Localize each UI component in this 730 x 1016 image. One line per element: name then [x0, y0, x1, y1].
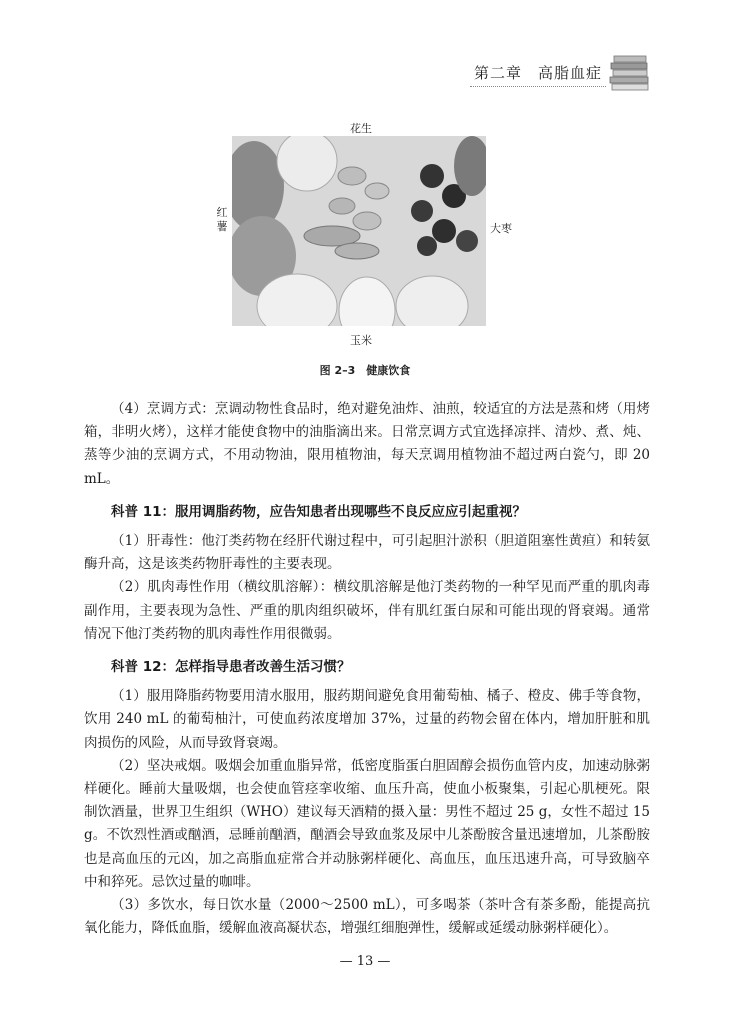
figure-caption: 图 2–3 健康饮食 — [319, 364, 411, 377]
healthy-diet-figure — [214, 120, 514, 352]
paragraph-smoking-drinking: （2）坚决戒烟。吸烟会加重血脂异常，低密度脂蛋白胆固醇会损伤血管内皮，加速动脉粥样硬化。睡前大量吸烟，也会使血管痉挛收缩、血压升高，使血小板聚集，引起心肌梗死。限制饮酒量，世界卫生组织（WHO）建议每天酒精的摄入量：男性不超过 25 g，女性不超过 15 g。不饮烈性酒或酗酒，忌睡前酗酒，酗酒会导致血浆及尿中儿茶酚胺含量迅速增加，儿茶酚胺也是高血压的元凶，加之高脂血症常合并动脉粥样硬化、高血压，血压迅速升高，可导致脑卒中和猝死。忌饮过量的咖啡。 — [84, 757, 650, 890]
paragraph-medication: （1）服用降脂药物要用清水服用，服药期间避免食用葡萄柚、橘子、橙皮、佛手等食物，饮用 240 mL 的葡萄柚汁，可使血药浓度增加 37%，过量的药物会留在体内，增加肝脏和肌肉损伤的风险，从而导致肾衰竭。 — [84, 688, 650, 751]
running-header — [430, 56, 670, 90]
paragraph-liver-toxicity: （1）肝毒性：他汀类药物在经肝代谢过程中，可引起胆汁淤积（胆道阻塞性黄疸）和转氨酶升高，这是该类药物肝毒性的主要表现。 — [84, 533, 650, 573]
paragraph-muscle-toxicity: （2）肌肉毒性作用（横纹肌溶解）：横纹肌溶解是他汀类药物的一种罕见而严重的肌肉毒副作用，主要表现为急性、严重的肌肉组织破坏，伴有肌红蛋白尿和可能出现的肾衰竭。通常情况下他汀类药物的肌肉毒性作用很微弱。 — [84, 579, 650, 642]
header-divider — [470, 86, 606, 87]
page-number: — 13 — — [339, 954, 391, 969]
paragraph-cooking-method: （4）烹调方式：烹调动物性食品时，绝对避免油炸、油煎，较适宜的方法是蒸和烤（用烤箱，非明火烤），这样才能使食物中的油脂滴出来。日常烹调方式宜选择凉拌、清炒、煮、炖、蒸等少油的烹调方式，不用动物油，限用植物油，每天烹调用植物油不超过两白瓷勺，即 20 mL。 — [84, 401, 650, 487]
label-corn: 玉米 — [350, 334, 372, 347]
main-content — [84, 398, 650, 940]
label-sweet-potato: 红薯 — [216, 206, 228, 233]
section-heading-12: 科普 12：怎样指导患者改善生活习惯？ — [111, 659, 351, 676]
chapter-title: 第二章 高脂血症 — [473, 64, 602, 82]
section-heading-11: 科普 11：服用调脂药物，应告知患者出现哪些不良反应应引起重视？ — [111, 503, 526, 520]
books-stack-icon — [608, 52, 652, 92]
paragraph-water-tea: （3）多饮水，每日饮水量（2000～2500 mL），可多喝茶（茶叶含有茶多酚，能提高抗氧化能力，降低血脂，缓解血液高凝状态，增强红细胞弹性，缓解或延缓动脉粥样硬化）。 — [84, 897, 650, 937]
food-photo — [232, 136, 486, 326]
label-peanut: 花生 — [350, 122, 372, 135]
label-jujube: 大枣 — [490, 222, 512, 235]
